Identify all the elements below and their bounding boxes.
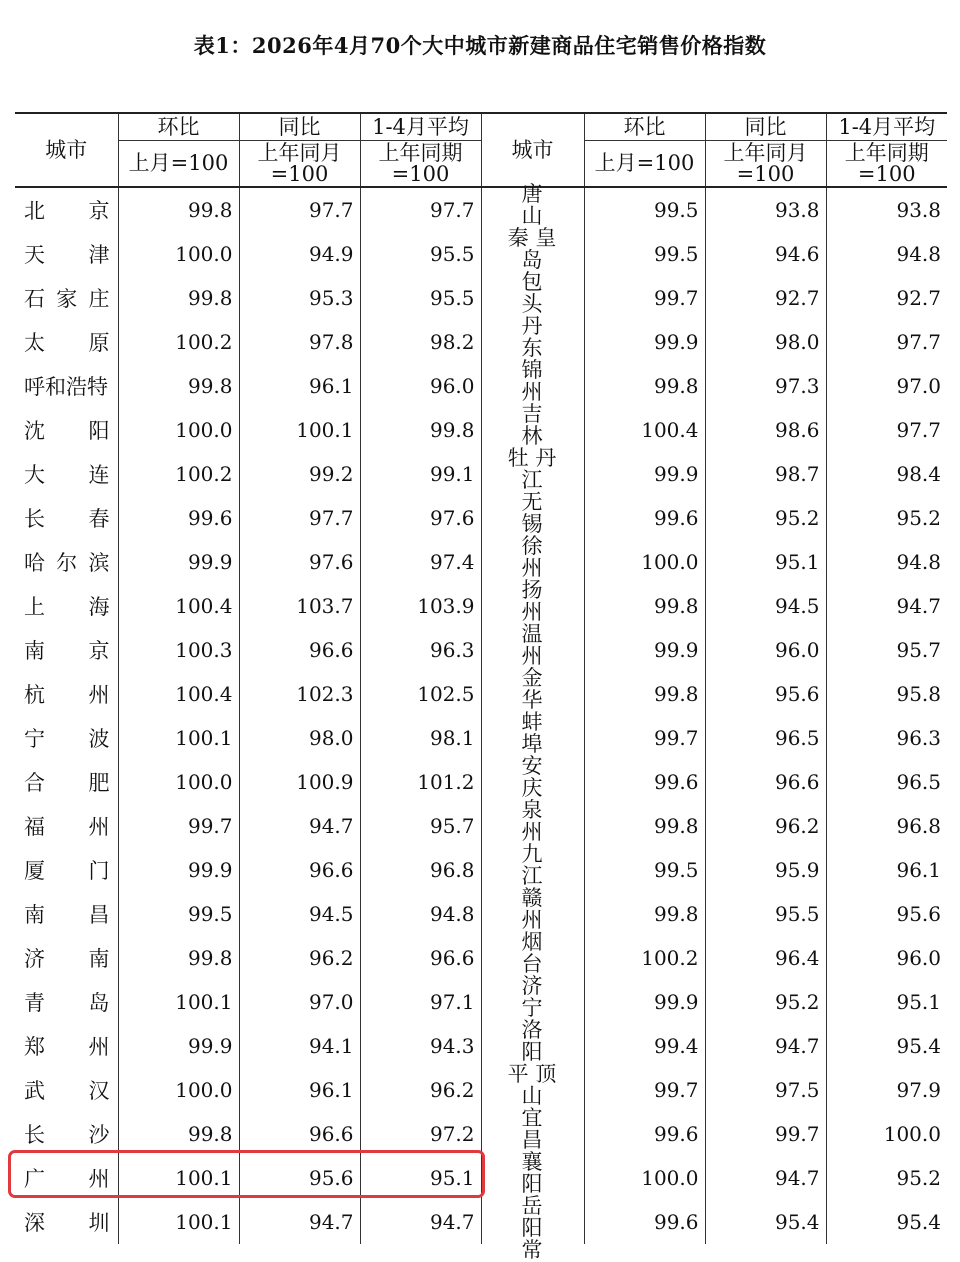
cell-yoy: 96.1 (239, 364, 360, 408)
right-city-char: 华 (521, 688, 543, 712)
cell-yoy: 98.0 (239, 716, 360, 760)
right-city-char: 安 (521, 754, 543, 778)
header-yoy: 同比 (239, 113, 360, 141)
table-row (15, 1200, 947, 1244)
city-name: 长 沙 (24, 1123, 110, 1147)
cell-avg2: 95.6 (826, 892, 947, 936)
table-row (15, 980, 947, 1024)
cell-yoy: 97.0 (239, 980, 360, 1024)
right-city-char: 赣 (521, 886, 543, 910)
cell-mom2: 99.5 (584, 232, 705, 276)
right-city-char: 唐 (521, 182, 543, 206)
header-avg: 1-4月平均 (360, 113, 481, 141)
table-row (15, 276, 947, 320)
right-city-char: 温 (521, 622, 543, 646)
cell-mom: 99.7 (118, 804, 239, 848)
header-city-right: 城市 (481, 113, 584, 187)
cell-yoy: 94.5 (239, 892, 360, 936)
city-name: 沈 阳 (24, 419, 110, 443)
cell-mom: 100.3 (118, 628, 239, 672)
right-city-char: 平 顶 (507, 1062, 557, 1086)
cell-yoy2: 96.4 (705, 936, 826, 980)
cell-mom2: 99.8 (584, 672, 705, 716)
city-name: 合 肥 (24, 771, 110, 795)
right-city-char: 阳 (521, 1040, 543, 1064)
cell-yoy2: 97.5 (705, 1068, 826, 1112)
cell-yoy: 94.1 (239, 1024, 360, 1068)
city-name: 太 原 (24, 331, 110, 355)
cell-mom: 99.5 (118, 892, 239, 936)
cell-avg: 96.3 (360, 628, 481, 672)
header-mom-base-right: 上月=100 (584, 141, 705, 188)
table-row (15, 540, 947, 584)
table-row (15, 892, 947, 936)
right-city-char: 济 (521, 974, 543, 998)
table-row (15, 1024, 947, 1068)
cell-yoy2: 94.7 (705, 1156, 826, 1200)
cell-yoy2: 95.9 (705, 848, 826, 892)
right-city-char: 牡 丹 (507, 446, 557, 470)
cell-avg2: 94.7 (826, 584, 947, 628)
cell-mom2: 99.6 (584, 496, 705, 540)
cell-avg2: 93.8 (826, 187, 947, 232)
cell-yoy2: 94.6 (705, 232, 826, 276)
cell-mom2: 99.9 (584, 980, 705, 1024)
right-city-char: 锦 (521, 358, 543, 382)
cell-yoy2: 95.2 (705, 496, 826, 540)
cell-yoy2: 92.7 (705, 276, 826, 320)
cell-yoy: 96.1 (239, 1068, 360, 1112)
cell-mom: 99.9 (118, 848, 239, 892)
cell-avg: 96.2 (360, 1068, 481, 1112)
city-name: 哈 尔 滨 (24, 551, 110, 575)
cell-yoy2: 95.2 (705, 980, 826, 1024)
cell-mom2: 99.7 (584, 276, 705, 320)
cell-avg2: 95.4 (826, 1200, 947, 1244)
cell-mom: 100.4 (118, 672, 239, 716)
cell-mom2: 99.7 (584, 716, 705, 760)
cell-mom: 99.6 (118, 496, 239, 540)
cell-yoy2: 96.6 (705, 760, 826, 804)
cell-avg: 96.6 (360, 936, 481, 980)
header-yoy-base: 上年同月 =100 (239, 141, 360, 188)
right-city-char: 烟 (521, 930, 543, 954)
cell-yoy2: 98.0 (705, 320, 826, 364)
cell-avg2: 94.8 (826, 232, 947, 276)
right-city-char: 岳 (521, 1194, 543, 1218)
table-row (15, 760, 947, 804)
header-city: 城市 (15, 113, 118, 187)
right-city-char: 蚌 (521, 710, 543, 734)
table-row (15, 716, 947, 760)
cell-mom2: 99.6 (584, 1112, 705, 1156)
city-name: 福 州 (24, 815, 110, 839)
right-city-char: 昌 (521, 1128, 543, 1152)
cell-yoy: 94.9 (239, 232, 360, 276)
cell-avg: 99.8 (360, 408, 481, 452)
right-city-char: 包 (521, 270, 543, 294)
cell-avg: 98.1 (360, 716, 481, 760)
city-name: 宁 波 (24, 727, 110, 751)
cell-yoy: 97.8 (239, 320, 360, 364)
cell-avg2: 92.7 (826, 276, 947, 320)
table-row (15, 672, 947, 716)
cell-avg: 102.5 (360, 672, 481, 716)
cell-avg2: 97.7 (826, 320, 947, 364)
cell-yoy2: 99.7 (705, 1112, 826, 1156)
table-row (15, 848, 947, 892)
cell-mom2: 99.4 (584, 1024, 705, 1068)
cell-mom: 100.0 (118, 760, 239, 804)
cell-yoy2: 96.5 (705, 716, 826, 760)
city-name: 广 州 (24, 1167, 110, 1191)
right-city-char: 林 (521, 424, 543, 448)
right-city-char: 岛 (521, 248, 543, 272)
city-name: 深 圳 (24, 1211, 110, 1235)
cell-avg: 97.7 (360, 187, 481, 232)
cell-avg: 95.7 (360, 804, 481, 848)
right-city-char: 埠 (521, 732, 543, 756)
cell-avg2: 94.8 (826, 540, 947, 584)
right-city-char: 头 (521, 292, 543, 316)
cell-mom: 99.9 (118, 540, 239, 584)
city-name: 杭 州 (24, 683, 110, 707)
table-row (15, 496, 947, 540)
right-city-char: 九 (521, 842, 543, 866)
cell-avg2: 95.2 (826, 1156, 947, 1200)
cell-avg: 96.0 (360, 364, 481, 408)
table-row (15, 628, 947, 672)
cell-mom2: 99.9 (584, 320, 705, 364)
right-city-char: 洛 (521, 1018, 543, 1042)
cell-mom2: 99.5 (584, 187, 705, 232)
cell-avg2: 97.7 (826, 408, 947, 452)
city-name: 南 昌 (24, 903, 110, 927)
cell-mom: 100.1 (118, 716, 239, 760)
cell-mom2: 99.5 (584, 848, 705, 892)
right-city-char: 锡 (521, 512, 543, 536)
right-city-char: 襄 (521, 1150, 543, 1174)
city-name: 青 岛 (24, 991, 110, 1015)
cell-avg2: 95.2 (826, 496, 947, 540)
cell-mom: 100.0 (118, 1068, 239, 1112)
right-city-char: 庆 (521, 776, 543, 800)
city-name: 郑 州 (24, 1035, 110, 1059)
cell-avg2: 96.5 (826, 760, 947, 804)
header-avg-right: 1-4月平均 (826, 113, 947, 141)
cell-yoy: 97.7 (239, 496, 360, 540)
cell-yoy: 96.6 (239, 848, 360, 892)
right-city-char: 徐 (521, 534, 543, 558)
cell-avg: 95.5 (360, 276, 481, 320)
right-city-char: 江 (521, 468, 543, 492)
cell-mom: 99.8 (118, 936, 239, 980)
cell-avg2: 97.9 (826, 1068, 947, 1112)
cell-yoy2: 96.0 (705, 628, 826, 672)
cell-mom2: 99.8 (584, 364, 705, 408)
cell-mom2: 100.0 (584, 540, 705, 584)
right-city-char: 山 (521, 204, 543, 228)
cell-avg: 94.3 (360, 1024, 481, 1068)
cell-mom: 99.8 (118, 1112, 239, 1156)
city-name: 天 津 (24, 243, 110, 267)
cell-mom2: 99.6 (584, 760, 705, 804)
cell-yoy: 103.7 (239, 584, 360, 628)
right-city-char: 东 (521, 336, 543, 360)
right-city-char: 宁 (521, 996, 543, 1020)
cell-yoy2: 95.5 (705, 892, 826, 936)
cell-mom: 100.2 (118, 452, 239, 496)
cell-yoy2: 93.8 (705, 187, 826, 232)
right-city-char: 阳 (521, 1216, 543, 1240)
header-avg-base-right: 上年同期 =100 (826, 141, 947, 188)
right-city-char: 山 (521, 1084, 543, 1108)
right-city-char: 阳 (521, 1172, 543, 1196)
city-name: 南 京 (24, 639, 110, 663)
cell-mom: 99.9 (118, 1024, 239, 1068)
right-city-char: 金 (521, 666, 543, 690)
cell-avg: 94.7 (360, 1200, 481, 1244)
table-row (15, 364, 947, 408)
cell-avg: 97.6 (360, 496, 481, 540)
right-city-char: 秦 皇 (507, 226, 557, 250)
cell-mom2: 99.8 (584, 584, 705, 628)
cell-avg: 99.1 (360, 452, 481, 496)
cell-mom: 99.8 (118, 364, 239, 408)
cell-yoy: 95.6 (239, 1156, 360, 1200)
header-mom-right: 环比 (584, 113, 705, 141)
cell-mom: 100.1 (118, 980, 239, 1024)
cell-yoy: 94.7 (239, 1200, 360, 1244)
cell-avg: 96.8 (360, 848, 481, 892)
right-city-char: 州 (521, 556, 543, 580)
header-yoy-right: 同比 (705, 113, 826, 141)
cell-mom2: 100.2 (584, 936, 705, 980)
price-index-table (15, 112, 941, 1244)
city-name: 长 春 (24, 507, 110, 531)
cell-avg: 97.4 (360, 540, 481, 584)
cell-yoy: 96.6 (239, 1112, 360, 1156)
cell-avg: 103.9 (360, 584, 481, 628)
cell-mom2: 99.9 (584, 628, 705, 672)
cell-avg: 98.2 (360, 320, 481, 364)
cell-avg: 95.1 (360, 1156, 481, 1200)
city-name: 厦 门 (24, 859, 110, 883)
cell-avg2: 96.0 (826, 936, 947, 980)
right-city-char: 州 (521, 820, 543, 844)
right-city-char: 宜 (521, 1106, 543, 1130)
header-mom-base: 上月=100 (118, 141, 239, 188)
right-city-char: 吉 (521, 402, 543, 426)
cell-yoy: 95.3 (239, 276, 360, 320)
header-avg-base: 上年同期 =100 (360, 141, 481, 188)
table-row (15, 936, 947, 980)
right-city-char: 常 (521, 1238, 543, 1262)
table-row (15, 232, 947, 276)
cell-mom2: 99.8 (584, 892, 705, 936)
city-name: 呼和浩特 (24, 375, 108, 399)
cell-yoy2: 95.1 (705, 540, 826, 584)
cell-yoy2: 96.2 (705, 804, 826, 848)
right-city-char: 州 (521, 644, 543, 668)
cell-yoy: 96.6 (239, 628, 360, 672)
cell-yoy2: 98.7 (705, 452, 826, 496)
cell-avg: 97.1 (360, 980, 481, 1024)
cell-mom2: 100.0 (584, 1156, 705, 1200)
cell-mom: 100.2 (118, 320, 239, 364)
right-city-char: 无 (521, 490, 543, 514)
city-name: 济 南 (24, 947, 110, 971)
header-yoy-base-right: 上年同月 =100 (705, 141, 826, 188)
cell-avg: 95.5 (360, 232, 481, 276)
cell-yoy: 97.6 (239, 540, 360, 584)
cell-mom: 100.4 (118, 584, 239, 628)
cell-yoy: 102.3 (239, 672, 360, 716)
cell-yoy2: 97.3 (705, 364, 826, 408)
right-city-char: 州 (521, 600, 543, 624)
table-row (15, 804, 947, 848)
cell-yoy2: 98.6 (705, 408, 826, 452)
cell-mom2: 99.7 (584, 1068, 705, 1112)
cell-mom: 99.8 (118, 276, 239, 320)
cell-avg: 101.2 (360, 760, 481, 804)
right-city-char: 州 (521, 380, 543, 404)
cell-avg2: 95.7 (826, 628, 947, 672)
cell-mom2: 99.8 (584, 804, 705, 848)
cell-yoy: 99.2 (239, 452, 360, 496)
city-name: 武 汉 (24, 1079, 110, 1103)
cell-mom: 100.1 (118, 1200, 239, 1244)
right-city-char: 丹 (521, 314, 543, 338)
right-city-char: 台 (521, 952, 543, 976)
right-city-char: 泉 (521, 798, 543, 822)
cell-avg2: 95.8 (826, 672, 947, 716)
table-row (15, 1068, 947, 1112)
right-city-char: 州 (521, 908, 543, 932)
table-row (15, 408, 947, 452)
cell-mom: 100.0 (118, 408, 239, 452)
cell-avg2: 95.1 (826, 980, 947, 1024)
cell-yoy: 100.1 (239, 408, 360, 452)
table-title: 表1：2026年4月70个大中城市新建商品住宅销售价格指数 (193, 33, 767, 58)
right-city-char: 江 (521, 864, 543, 888)
cell-yoy: 100.9 (239, 760, 360, 804)
cell-avg2: 100.0 (826, 1112, 947, 1156)
table-row (15, 187, 947, 232)
cell-avg2: 98.4 (826, 452, 947, 496)
header-mom: 环比 (118, 113, 239, 141)
cell-mom: 100.1 (118, 1156, 239, 1200)
cell-avg: 97.2 (360, 1112, 481, 1156)
cell-yoy: 97.7 (239, 187, 360, 232)
table-row (15, 320, 947, 364)
table-row (15, 452, 947, 496)
cell-mom: 100.0 (118, 232, 239, 276)
cell-avg2: 95.4 (826, 1024, 947, 1068)
cell-mom2: 100.4 (584, 408, 705, 452)
cell-avg: 94.8 (360, 892, 481, 936)
cell-avg2: 96.3 (826, 716, 947, 760)
city-name: 石 家 庄 (24, 287, 110, 311)
cell-avg2: 97.0 (826, 364, 947, 408)
cell-yoy: 94.7 (239, 804, 360, 848)
city-name: 大 连 (24, 463, 110, 487)
cell-avg2: 96.1 (826, 848, 947, 892)
guangzhou-highlight-box (8, 1150, 485, 1198)
city-name: 上 海 (24, 595, 110, 619)
right-city-column (503, 182, 561, 1262)
cell-mom2: 99.6 (584, 1200, 705, 1244)
right-city-char: 扬 (521, 578, 543, 602)
cell-mom2: 99.9 (584, 452, 705, 496)
cell-mom: 99.8 (118, 187, 239, 232)
cell-yoy2: 95.6 (705, 672, 826, 716)
cell-yoy2: 95.4 (705, 1200, 826, 1244)
cell-yoy: 96.2 (239, 936, 360, 980)
city-name: 北 京 (24, 199, 110, 223)
cell-yoy2: 94.7 (705, 1024, 826, 1068)
table-row (15, 584, 947, 628)
table-body (15, 187, 947, 1244)
cell-yoy2: 94.5 (705, 584, 826, 628)
cell-avg2: 96.8 (826, 804, 947, 848)
